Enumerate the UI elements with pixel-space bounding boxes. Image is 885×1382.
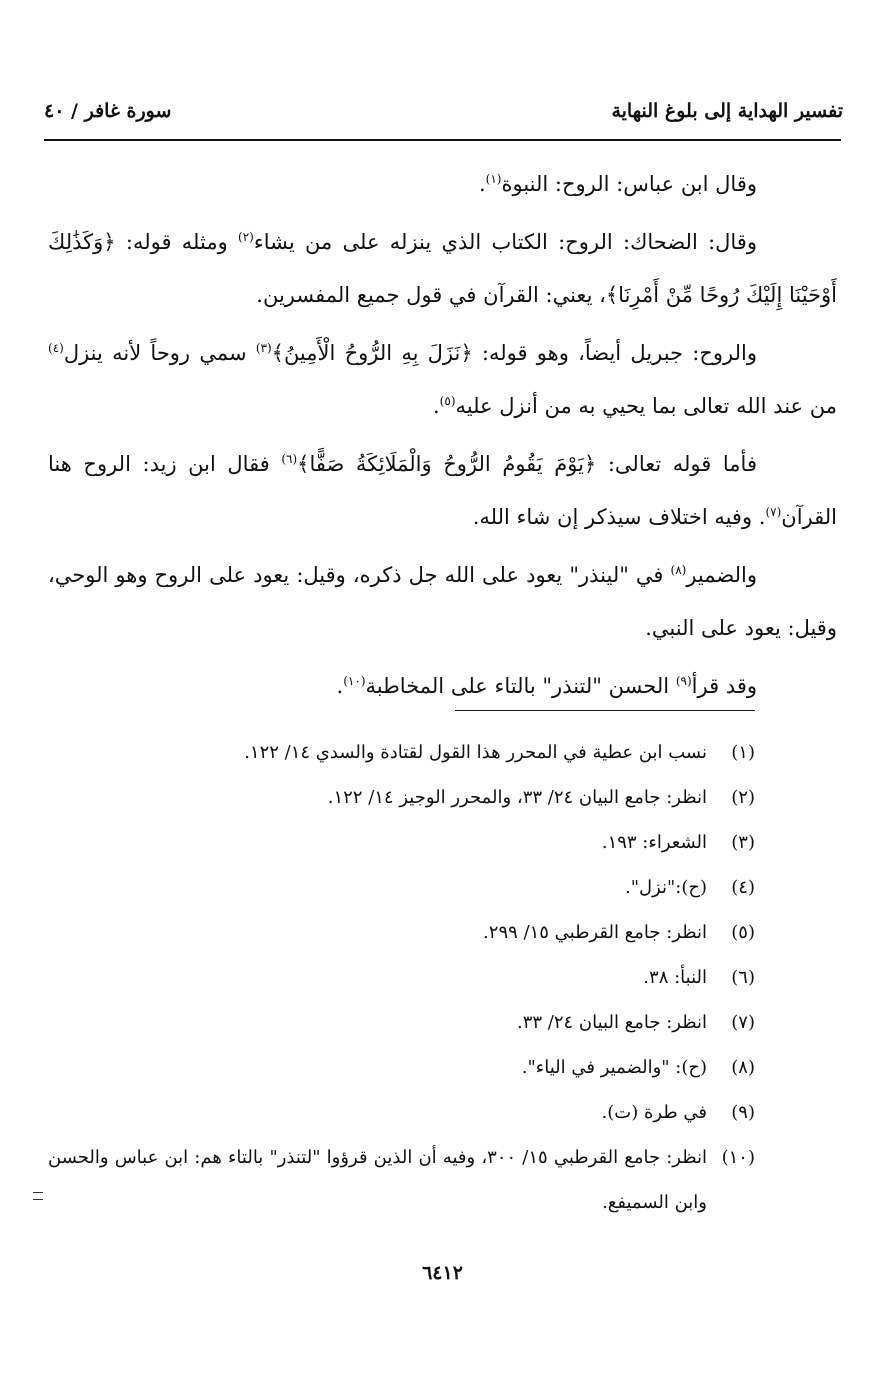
footnote-number: (١٠) xyxy=(721,1147,755,1168)
text-run: . وفيه اختلاف سيذكر إن شاء الله. xyxy=(472,505,766,529)
footnote-number: (٦) xyxy=(731,967,755,988)
text-run: وقال ابن عباس: الروح: النبوة xyxy=(501,172,757,196)
footnote-ref: (٧) xyxy=(765,505,782,519)
footnote-number: (٧) xyxy=(731,1012,755,1033)
footnote-number: (٥) xyxy=(731,922,755,943)
footnote-number: (٨) xyxy=(731,1057,755,1078)
text-run: والروح: جبريل أيضاً، وهو قوله: xyxy=(472,341,758,365)
footnote xyxy=(48,1045,755,1090)
text-run: والضمير xyxy=(686,563,757,587)
header-divider xyxy=(44,139,841,141)
footnote xyxy=(48,1000,755,1045)
margin-mark xyxy=(33,1192,43,1200)
quran-verse: ﴿نَزَلَ بِهِ الرُّوحُ الْأَمِينُ﴾ xyxy=(271,341,473,365)
footnote-ref: (٩) xyxy=(675,674,692,688)
footnote xyxy=(48,910,755,955)
text-run: . xyxy=(336,674,344,698)
footnote-text: الشعراء: ١٩٣. xyxy=(601,832,707,853)
footnote-text: انظر: جامع البيان ٢٤/ ٣٣، والمحرر الوجيز ١٤/ ١٢٢. xyxy=(327,787,707,808)
paragraph-2 xyxy=(48,216,837,322)
page-number: ٦٤١٢ xyxy=(422,1262,463,1284)
footnote xyxy=(48,955,755,1000)
paragraph-6 xyxy=(48,660,837,713)
footnote xyxy=(48,820,755,865)
footnote-text: (ح):"نزل". xyxy=(624,877,707,898)
footnote-text: النبأ: ٣٨. xyxy=(643,967,707,988)
text-run: سمي روحاً لأنه ينزل xyxy=(63,341,256,365)
footnote-ref: (١) xyxy=(485,172,502,186)
footnote-ref: (٤) xyxy=(48,341,64,355)
footnote-ref: (٨) xyxy=(670,563,687,577)
text-run: من عند الله تعالى بما يحيي به من أنزل عليه xyxy=(455,394,837,418)
paragraph-5 xyxy=(48,549,837,655)
footnotes xyxy=(48,730,755,1225)
quran-verse: ﴿وَكَذَٰلِكَ أَوْحَيْنَا إِلَيْكَ رُوحًا مِّنْ أَمْرِنَا﴾ xyxy=(48,230,837,307)
text-run: فأما قوله تعالى: xyxy=(596,452,757,476)
footnote-number: (٣) xyxy=(731,832,755,853)
footnote-number: (٤) xyxy=(731,877,755,898)
footnote xyxy=(48,730,755,775)
footnote xyxy=(48,1090,755,1135)
text-run: وقال: الضحاك: الروح: الكتاب الذي ينزله على من يشاء xyxy=(253,230,757,254)
footnote-text: نسب ابن عطية في المحرر هذا القول لقتادة والسدي ١٤/ ١٢٢. xyxy=(244,742,707,763)
footnote-divider xyxy=(455,710,755,711)
running-header-book-title: تفسير الهداية إلى بلوغ النهاية xyxy=(611,100,843,122)
main-text xyxy=(48,158,837,718)
text-run: في "لينذر" يعود على الله جل ذكره، وقيل: يعود على الروح وهو الوحي، وقيل: يعود على النبي. xyxy=(48,563,837,640)
footnote-text: في طرة (ت). xyxy=(601,1102,707,1123)
running-header-surah: سورة غافر / ٤٠ xyxy=(44,100,172,122)
paragraph-3 xyxy=(48,327,837,433)
text-run: ومثله قوله: xyxy=(115,230,239,254)
text-run: وقد قرأ xyxy=(691,674,757,698)
footnote-number: (٩) xyxy=(731,1102,755,1123)
footnote-text: (ح): "والضمير في الياء". xyxy=(521,1057,707,1078)
footnote xyxy=(48,865,755,910)
footnote xyxy=(48,775,755,820)
footnote-ref: (٣) xyxy=(255,341,272,355)
text-run: الحسن "لتنذر" بالتاء على المخاطبة xyxy=(365,674,676,698)
footnote-number: (٢) xyxy=(731,787,755,808)
text-run: فقال ابن زيد: الروح هنا القرآن xyxy=(48,452,837,529)
paragraph-4 xyxy=(48,438,837,544)
footnote xyxy=(48,1135,755,1225)
footnote-ref: (٦) xyxy=(281,452,298,466)
quran-verse: ﴿يَوْمَ يَقُومُ الرُّوحُ وَالْمَلَائِكَةُ صَفًّا﴾ xyxy=(297,452,597,476)
footnote-ref: (٢) xyxy=(238,230,254,244)
footnote-number: (١) xyxy=(731,742,755,763)
text-run: ، يعني: القرآن في قول جميع المفسرين. xyxy=(256,283,606,307)
footnote-text: انظر: جامع البيان ٢٤/ ٣٣. xyxy=(516,1012,707,1033)
footnote-ref: (٥) xyxy=(439,394,456,408)
footnote-ref: (١٠) xyxy=(343,674,366,688)
footnote-text: انظر: جامع القرطبي ١٥/ ٣٠٠، وفيه أن الذين قرؤوا "لتنذر" بالتاء هم: ابن عباس والحسن وابن السميفع. xyxy=(48,1147,707,1213)
text-run: . xyxy=(478,172,486,196)
paragraph-1 xyxy=(48,158,837,211)
footnote-text: انظر: جامع القرطبي ١٥/ ٢٩٩. xyxy=(483,922,707,943)
text-run: . xyxy=(432,394,440,418)
